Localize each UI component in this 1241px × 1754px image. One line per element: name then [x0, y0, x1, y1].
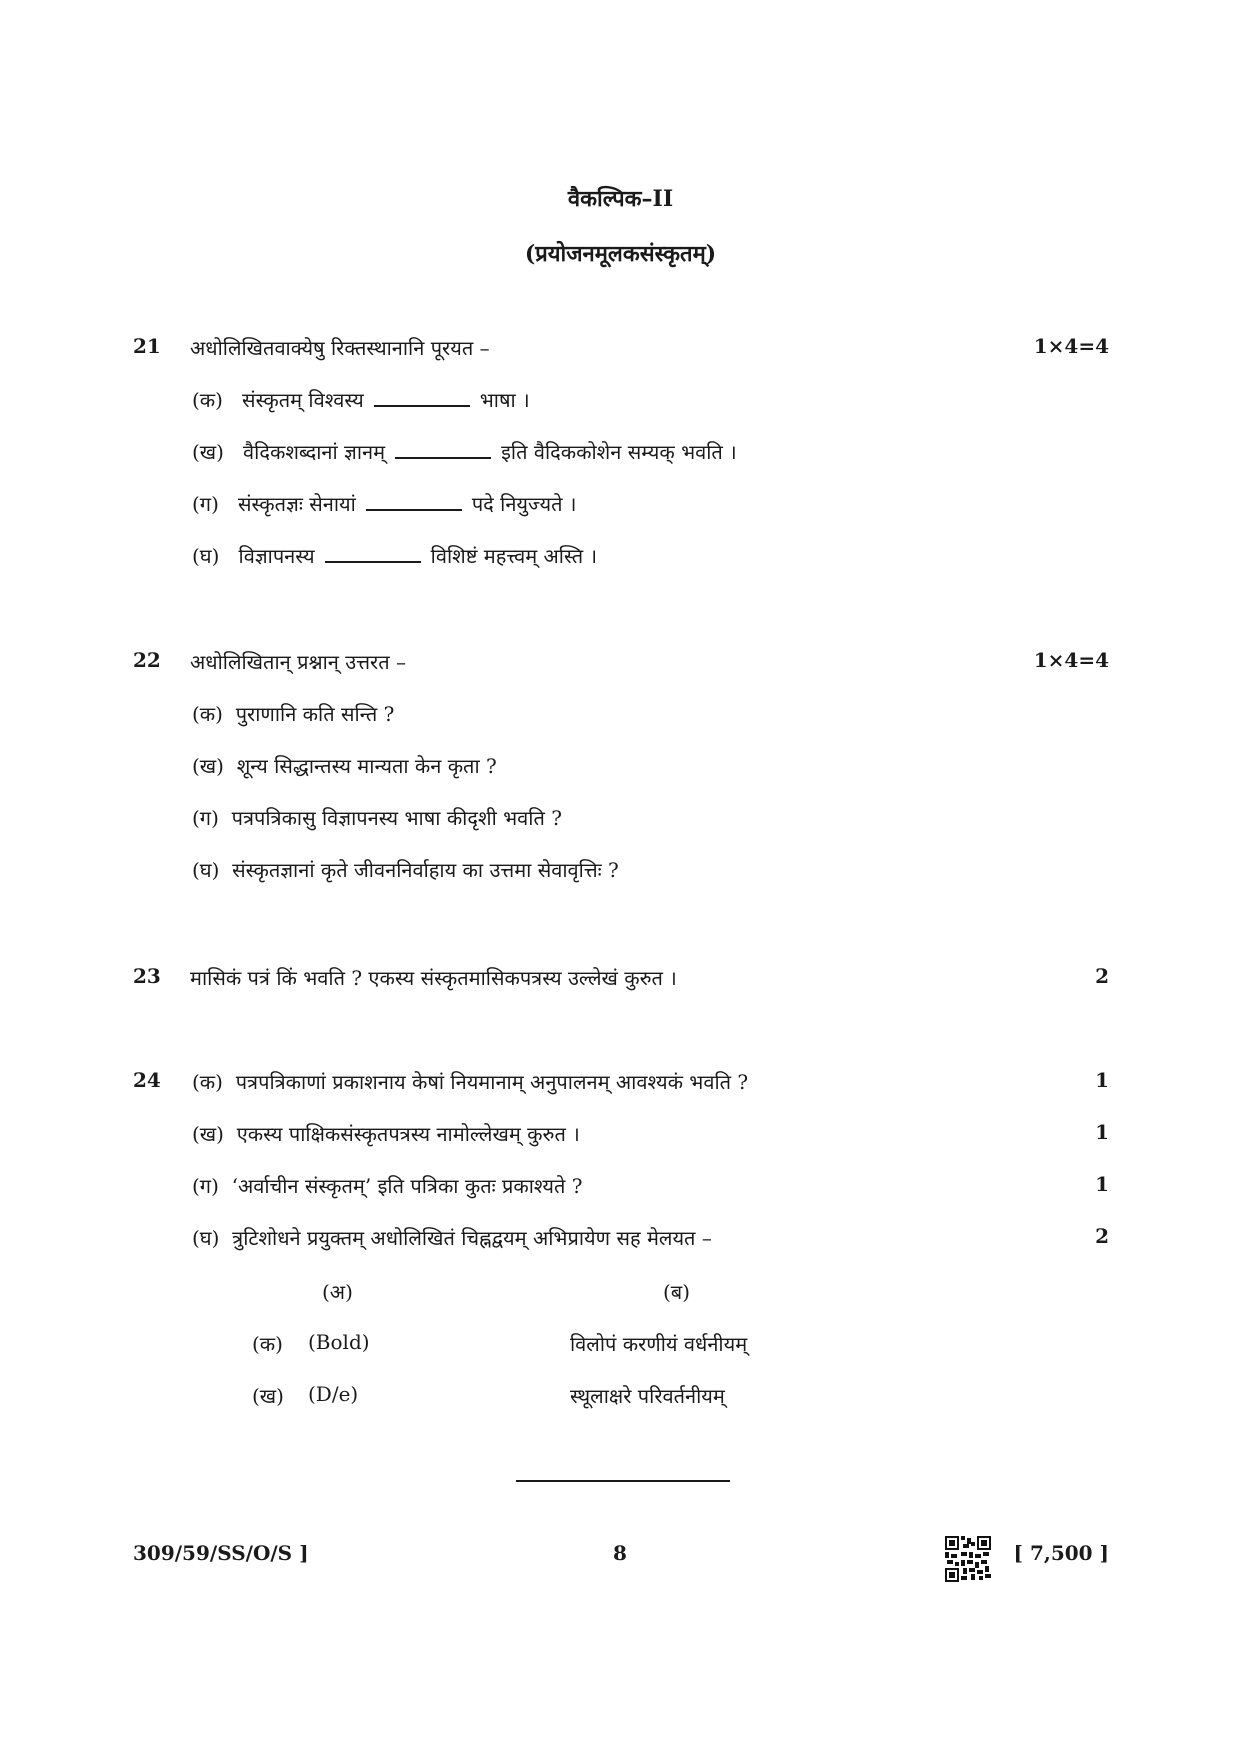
question-number-21: 21 — [133, 334, 161, 358]
section-subtitle: (प्रयोजनमूलकसंस्कृतम्) — [524, 241, 717, 267]
item-label: (ख) — [192, 754, 224, 778]
item-text: पत्रपत्रिकाणां प्रकाशनाय केषां नियमानाम् अनुपालनम् आवश्यकं भवति ? — [235, 1070, 749, 1094]
item-text: पत्रपत्रिकासु विज्ञापनस्य भाषा कीदृशी भवति ? — [231, 806, 562, 830]
question-23-marks: 2 — [1095, 964, 1109, 988]
item-label: (क) — [192, 388, 223, 412]
match-row-label: (ख) — [252, 1384, 284, 1408]
item-text-before: संस्कृतम् विश्वस्य — [242, 388, 364, 412]
question-23-text: मासिकं पत्रं किं भवति ? एकस्य संस्कृतमासिकपत्रस्य उल्लेखं कुरुत । — [190, 966, 677, 990]
paper-code: 309/59/SS/O/S ] — [133, 1541, 309, 1565]
item-label: (ग) — [192, 492, 219, 516]
item-text-before: वैदिकशब्दानां ज्ञानम् — [243, 440, 386, 464]
q24-item-ga-marks: 1 — [1095, 1172, 1109, 1196]
question-21-prompt: अधोलिखितवाक्येषु रिक्तस्थानानि पूरयत – — [190, 336, 490, 360]
q24-item-ka — [192, 1068, 748, 1095]
match-row-a: (D/e) — [308, 1382, 359, 1406]
q21-item-gha — [192, 542, 597, 569]
fill-blank — [366, 493, 462, 511]
question-21-marks: 1×4=4 — [1033, 334, 1109, 358]
match-col-a-header: (अ) — [322, 1280, 353, 1304]
item-label: (क) — [192, 1070, 223, 1094]
item-text: संस्कृतज्ञानां कृते जीवननिर्वाहाय का उत्तमा सेवावृत्तिः ? — [232, 858, 619, 882]
q24-item-ga — [192, 1172, 583, 1199]
item-text: शून्य सिद्धान्तस्य मान्यता केन कृता ? — [236, 754, 497, 778]
item-label: (ख) — [192, 440, 224, 464]
section-title: वैकल्पिक–II — [567, 186, 674, 212]
item-text: त्रुटिशोधने प्रयुक्तम् अधोलिखितं चिह्नद्वयम् अभिप्रायेण सह मेलयत – — [232, 1226, 712, 1250]
q24-item-kha-marks: 1 — [1095, 1120, 1109, 1144]
q22-item-ka — [192, 700, 394, 727]
q24-item-gha — [192, 1224, 712, 1251]
question-number-23: 23 — [133, 964, 161, 988]
item-text: एकस्य पाक्षिकसंस्कृतपत्रस्य नामोल्लेखम् कुरुत । — [236, 1122, 580, 1146]
fill-blank — [395, 441, 491, 459]
copy-count: [ 7,500 ] — [1013, 1541, 1109, 1565]
item-text-after: विशिष्टं महत्त्वम् अस्ति । — [430, 544, 598, 568]
question-number-22: 22 — [133, 648, 161, 672]
question-22-prompt: अधोलिखितान् प्रश्नान् उत्तरत – — [190, 650, 406, 674]
match-row-a: (Bold) — [308, 1330, 370, 1354]
q21-item-ga — [192, 490, 576, 517]
item-text-after: इति वैदिककोशेन सम्यक् भवति । — [501, 440, 737, 464]
match-row-label: (क) — [252, 1332, 283, 1356]
item-label: (घ) — [192, 858, 220, 882]
item-text: ‘अर्वाचीन संस्कृतम्’ इति पत्रिका कुतः प्रकाश्यते ? — [231, 1174, 583, 1198]
question-22-marks: 1×4=4 — [1033, 648, 1109, 672]
item-text-before: संस्कृतज्ञः सेनायां — [237, 492, 356, 516]
qr-code-icon — [945, 1536, 991, 1582]
end-rule — [516, 1480, 730, 1482]
fill-blank — [325, 545, 421, 563]
match-row-b: स्थूलाक्षरे परिवर्तनीयम् — [570, 1384, 725, 1408]
q24-item-gha-marks: 2 — [1095, 1224, 1109, 1248]
item-label: (क) — [192, 702, 223, 726]
item-label: (घ) — [192, 1226, 220, 1250]
question-number-24: 24 — [133, 1068, 161, 1092]
item-text-after: भाषा । — [479, 388, 530, 412]
item-label: (घ) — [192, 544, 220, 568]
match-row-b: विलोपं करणीयं वर्धनीयम् — [570, 1332, 748, 1356]
item-label: (ख) — [192, 1122, 224, 1146]
q22-item-ga — [192, 804, 562, 831]
q21-item-ka — [192, 386, 530, 413]
q24-item-kha — [192, 1120, 580, 1147]
item-label: (ग) — [192, 1174, 219, 1198]
item-text-before: विज्ञापनस्य — [238, 544, 315, 568]
item-label: (ग) — [192, 806, 219, 830]
item-text: पुराणानि कति सन्ति ? — [235, 702, 395, 726]
q24-item-ka-marks: 1 — [1095, 1068, 1109, 1092]
match-col-b-header: (ब) — [663, 1280, 691, 1304]
fill-blank — [374, 389, 470, 407]
page-number: 8 — [613, 1541, 627, 1565]
q22-item-gha — [192, 856, 619, 883]
q21-item-kha — [192, 438, 737, 465]
item-text-after: पदे नियुज्यते । — [471, 492, 577, 516]
q22-item-kha — [192, 752, 497, 779]
